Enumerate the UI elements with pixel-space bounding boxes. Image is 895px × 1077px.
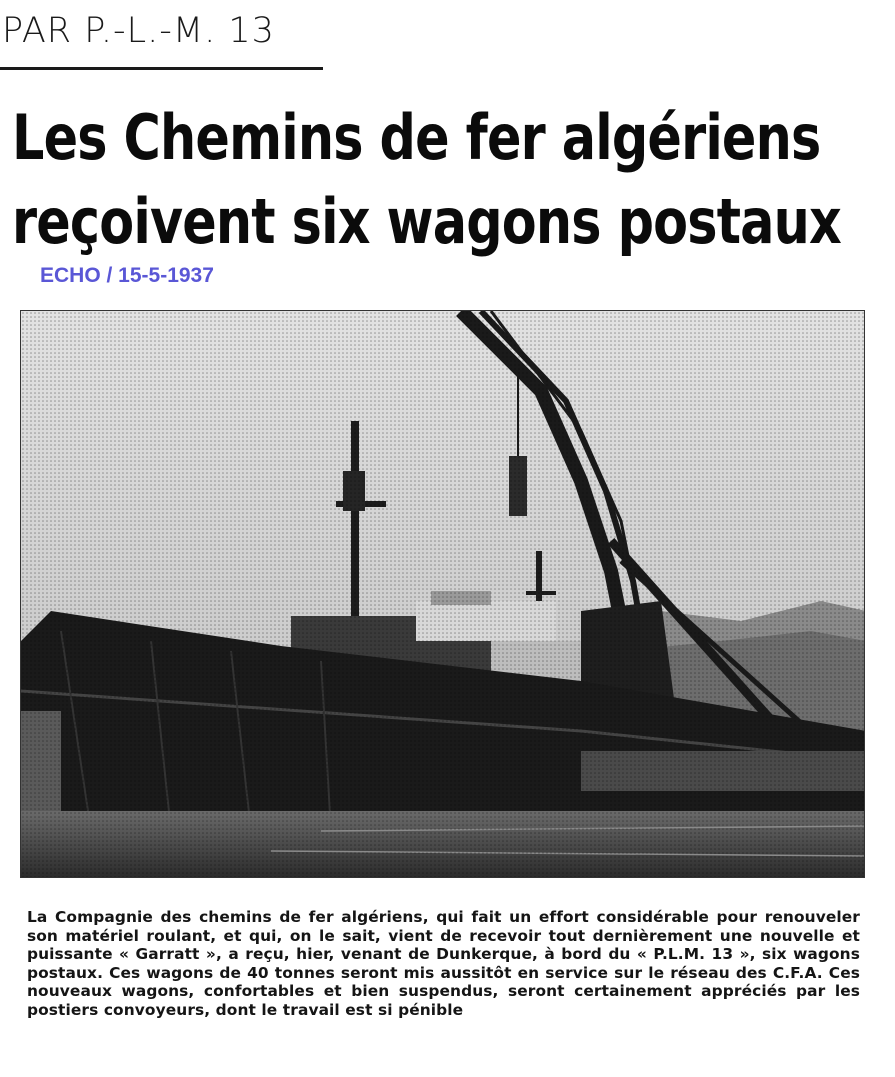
archive-stamp: ECHO / 15-5-1937	[40, 264, 214, 287]
kicker-underline	[0, 67, 323, 70]
headline-line-2: reçoivent six wagons postaux	[12, 185, 842, 258]
article-body: La Compagnie des chemins de fer algériens, qui fait un effort considérable pour renouveler son matériel roulant, et qui, on le sait, vient de recevoir tout dernièrement une nouvelle et puissante « Garratt », a reçu, hier, venant de Dunkerque, à bord du « P.L.M. 13 », six wagons postaux. Ces wagons de 40 tonnes seront mis aussitôt en service sur le réseau des C.F.A. Ces nouveaux wagons, confortables et bien suspendus, seront certainement appréciés par les postiers convoyeurs, dont le travail est si pénible	[27, 908, 860, 1019]
headline	[12, 96, 842, 264]
kicker-label: PAR P.-L.-M. 13	[2, 11, 275, 51]
headline-line-1: Les Chemins de fer algériens	[12, 101, 821, 174]
news-photo	[20, 310, 865, 878]
ship-crane-photo	[21, 311, 865, 878]
